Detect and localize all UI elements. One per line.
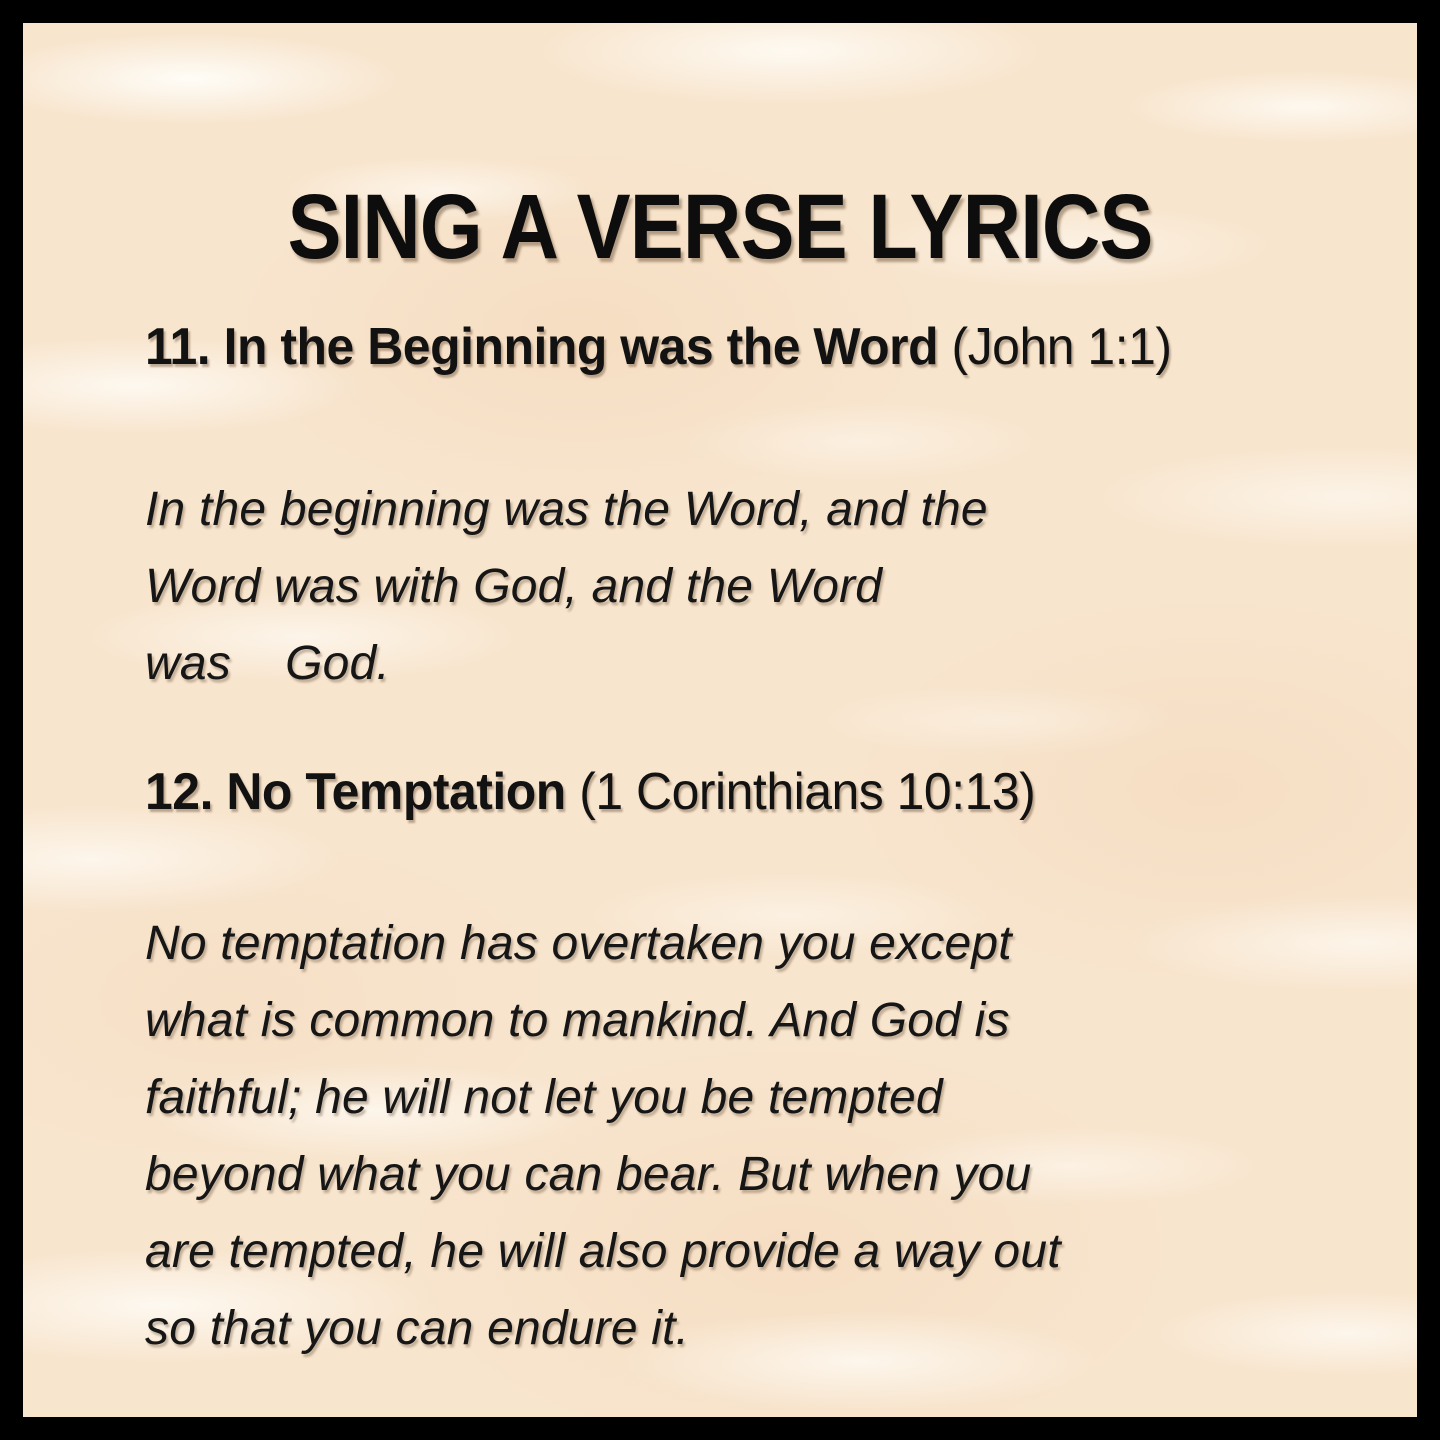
spacer [938,318,951,376]
verse-line: was God. [145,637,390,690]
entry-12-verse [145,905,1061,1367]
entry-11-reference: (John 1:1) [951,318,1172,376]
verse-line: No temptation has overtaken you except [145,917,1012,970]
page-title: SING A VERSE LYRICS [287,175,1153,278]
entry-12-heading-title: 12. No Temptation [145,763,566,821]
verse-line: are tempted, he will also provide a way out [145,1225,1061,1278]
textured-page-background [23,23,1417,1417]
entry-11-heading-title: 11. In the Beginning was the Word [145,318,939,376]
verse-line: beyond what you can bear. But when you [145,1148,1032,1201]
verse-line: faithful; he will not let you be tempted [145,1071,943,1124]
entry-12-reference: (1 Corinthians 10:13) [579,763,1036,821]
verse-line: Word was with God, and the Word [145,560,883,613]
verse-line: what is common to mankind. And God is [145,994,1010,1047]
entry-11-heading [145,318,1172,378]
entry-11-verse [145,471,988,702]
verse-line: so that you can endure it. [145,1302,690,1355]
verse-line: In the beginning was the Word, and the [145,483,988,536]
spacer [566,763,579,821]
entry-12-heading [145,763,1035,823]
